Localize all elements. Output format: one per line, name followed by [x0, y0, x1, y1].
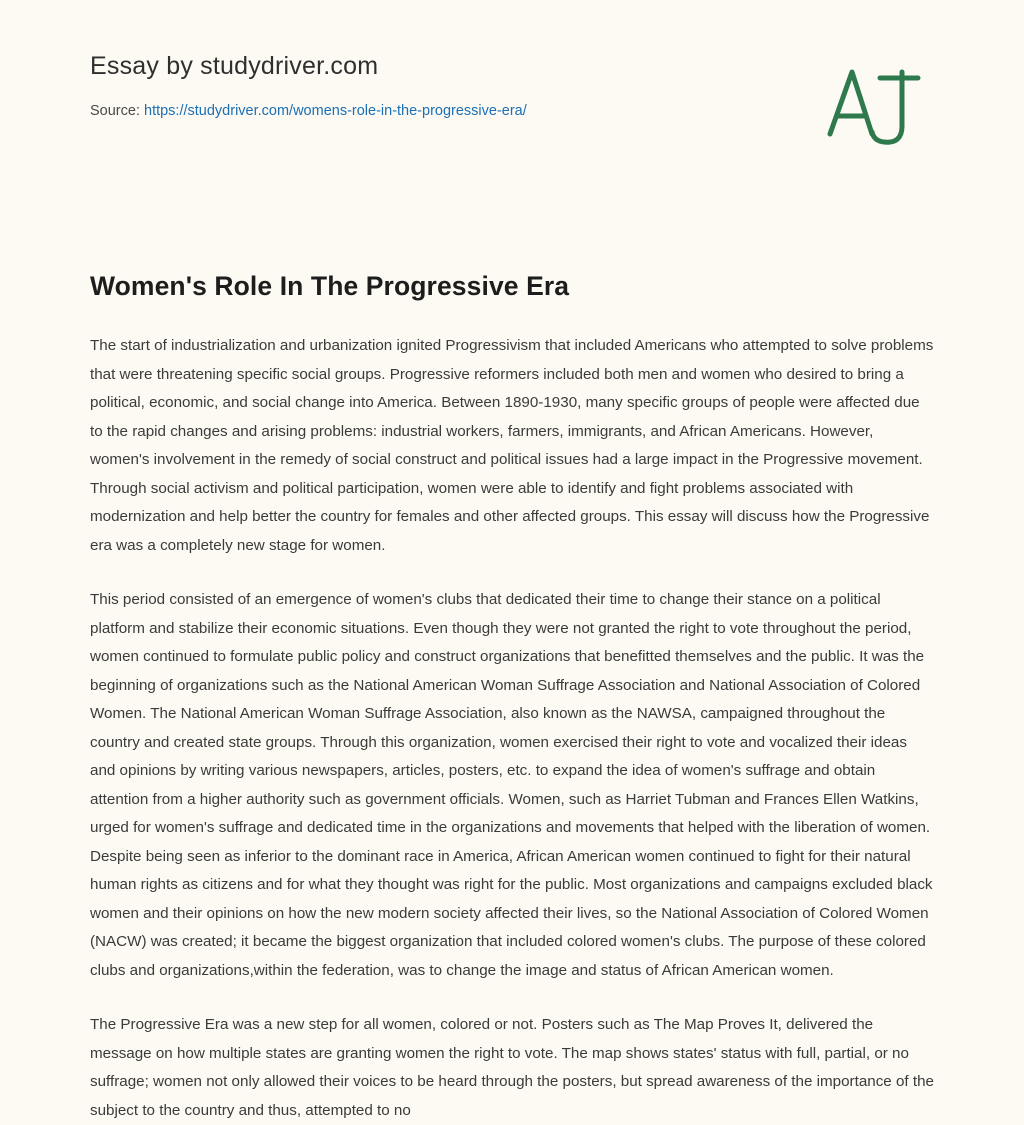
essay-byline: Essay by studydriver.com	[90, 52, 379, 80]
paragraph: This period consisted of an emergence of women's clubs that dedicated their time to change their stance on a political platform and stabilize their economic situations. Even though they were not granted the right to vote throughout the period, women continued to formulate public policy and construct organizations that benefitted themselves and the public. It was the beginning of organizations such as the National American Woman Suffrage Association and National Association of Colored Women. The National American Woman Suffrage Association, also known as the NAWSA, campaigned throughout the country and created state groups. Through this organization, women exercised their right to vote and vocalized their ideas and opinions by writing various newspapers, articles, posters, etc. to expand the idea of women's suffrage and obtain attention from a higher authority such as government officials. Women, such as Harriet Tubman and Frances Ellen Watkins, urged for women's suffrage and dedicated time in the organizations and movements that helped with the liberation of women. Despite being seen as inferior to the dominant race in America, African American women continued to fight for their natural human rights as citizens and for what they thought was right for the public. Most organizations and campaigns excluded black women and their opinions on how the new modern society affected their lives, so the National Association of Colored Women (NACW) was created; it became the biggest organization that included colored women's clubs. The purpose of these colored clubs and organizations,within the federation, was to change the image and status of African American women.	[90, 591, 933, 979]
source-line	[90, 103, 934, 119]
source-label: Source:	[90, 103, 144, 119]
document-header	[0, 0, 1024, 119]
paragraph: The start of industrialization and urbanization ignited Progressivism that included Americans who attempted to solve problems that were threatening specific social groups. Progressive reformers included both men and women who desired to bring a political, economic, and social change into America. Between 1890-1930, many specific groups of people were affected due to the rapid changes and arising problems: industrial workers, farmers, immigrants, and African Americans. However, women's involvement in the remedy of social construct and political issues had a large impact in the Progressive movement. Through social activism and political participation, women were able to identify and fight problems associated with modernization and help better the country for females and other affected groups. This essay will discuss how the Progressive era was a completely new stage for women.	[90, 337, 934, 554]
studydriver-logo-icon	[818, 58, 928, 158]
page-title: Women's Role In The Progressive Era	[90, 271, 570, 301]
source-url-link[interactable]: https://studydriver.com/womens-role-in-the-progressive-era/	[144, 103, 527, 119]
paragraph: The Progressive Era was a new step for all women, colored or not. Posters such as The Map Proves It, delivered the message on how multiple states are granting women the right to vote. The map shows states' status with full, partial, or no suffrage; women not only allowed their voices to be heard through the posters, but spread awareness of the importance of the subject to the country and thus, attempted to no	[90, 1016, 934, 1119]
document-body	[90, 332, 934, 1125]
